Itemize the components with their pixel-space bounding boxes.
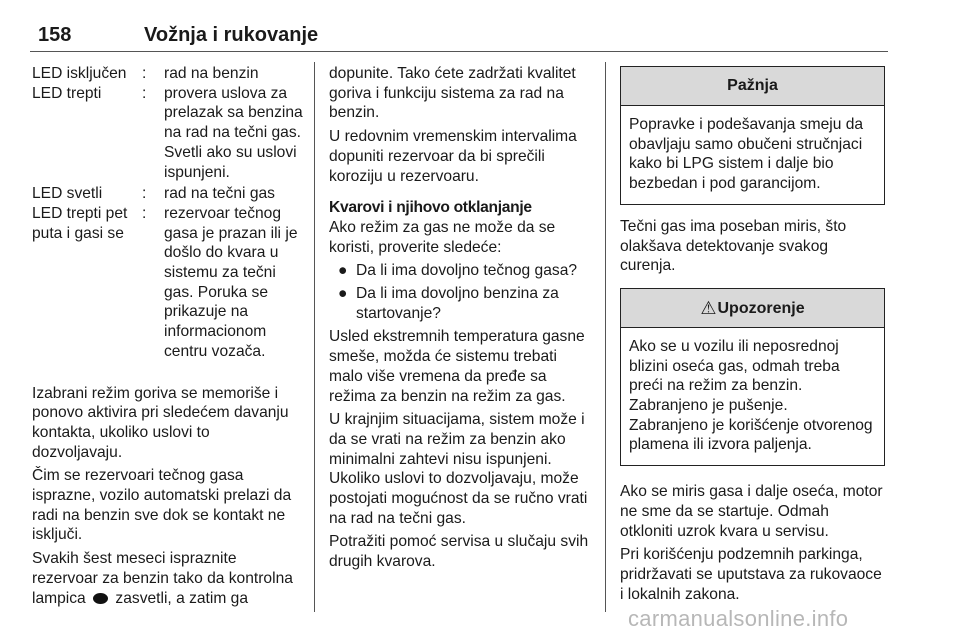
petrol-tank-paragraph — [32, 549, 304, 608]
page-header — [30, 0, 888, 53]
list-item — [329, 284, 593, 323]
led-status-table — [32, 64, 304, 362]
table-row — [32, 204, 304, 362]
bullet-icon: ● — [338, 262, 348, 280]
header-rule — [30, 51, 888, 52]
warning-line: Zabranjeno je pušenje. — [629, 397, 788, 415]
bullet-icon: ● — [338, 285, 348, 303]
led-meaning: rad na tečni gas — [164, 185, 275, 203]
notice-title: Pažnja — [621, 67, 884, 106]
paragraph-text: zasvetli, a zatim ga — [115, 589, 249, 607]
section-heading: Kvarovi i njihovo otklanjanje — [329, 199, 532, 217]
led-state: LED trepti — [32, 84, 102, 102]
fuel-mode-memory-paragraph: Izabrani režim goriva se memoriše i ponovo aktivira pri sledećem davanju kontakta, ukoliko uslovi to dozvoljavaju. — [32, 384, 289, 461]
column-3 — [620, 66, 885, 608]
separator: : — [142, 84, 147, 102]
led-meaning: rezervoar tečnog gasa je prazan ili je došlo do kvara u sistemu za tečni gas. Poruka se prikazuje na informacionom centru vozača. — [164, 204, 298, 360]
warning-title: Upozorenje — [717, 299, 805, 317]
chapter-title: Vožnja i rukovanje — [144, 24, 319, 46]
list-item-text: Da li ima dovoljno tečnog gasa? — [356, 262, 578, 280]
warning-triangle-icon: ⚠ — [700, 297, 717, 318]
gas-smell-paragraph: Tečni gas ima poseban miris, što olakšava detektovanje svakog curenja. — [620, 217, 847, 275]
fallback-paragraph: U krajnjim situacijama, sistem može i da se vrati na režim za benzin ako minimalni zahtevi nisu ispunjeni. Ukoliko uslovi to dozvoljavaju, može postojati mogućnost da se ručno vrati na rad na tečni gas. — [329, 411, 588, 527]
paragraph-text: Svakih šest meseci ispraznite rezervoar za benzin tako da kontrolna lampica — [32, 550, 293, 607]
warning-line: Zabranjeno je korišćenje otvorenog plamena ili izvora paljenja. — [629, 416, 873, 454]
led-meaning: rad na benzin — [164, 65, 259, 82]
led-state: LED trepti pet puta i gasi se — [32, 204, 128, 242]
refill-paragraph: U redovnim vremenskim intervalima dopuniti rezervoar da bi sprečili koroziju u rezervoaru. — [329, 128, 577, 185]
led-state: LED svetli — [32, 185, 103, 203]
separator: : — [142, 185, 147, 203]
check-list — [329, 261, 593, 323]
column-2 — [329, 64, 593, 576]
temperature-paragraph: Usled ekstremnih temperatura gasne smeše, možda će sistemu trebati malo više vremena da pređe sa režima za benzin na režim za gas. — [329, 328, 585, 405]
warning-box — [620, 288, 885, 466]
list-item — [329, 261, 593, 281]
parking-paragraph: Pri korišćenju podzemnih parkinga, pridržavati se uputstava za rukovaoce i lokalnih zakona. — [620, 546, 882, 603]
fuel-lamp-icon — [93, 593, 108, 604]
intro-paragraph: Ako režim za gas ne može da se koristi, proverite sledeće: — [329, 218, 556, 256]
notice-box — [620, 66, 885, 205]
warning-line: Ako se u vozilu ili neposrednoj blizini oseća gas, odmah treba preći na režim za benzin. — [629, 337, 840, 395]
notice-text: Popravke i podešavanja smeju da obavljaju samo obučeni stručnjaci kako bi LPG sistem i dalje bio bezbedan i pod garancijom. — [629, 116, 864, 193]
led-state: LED isključen — [32, 65, 127, 82]
table-row — [32, 64, 304, 84]
list-item-text: Da li ima dovoljno benzina za startovanje? — [356, 285, 559, 322]
auto-switch-paragraph: Čim se rezervoari tečnog gasa isprazne, vozilo automatski prelazi da radi na benzin sve dok se kontakt ne isključi. — [32, 467, 292, 544]
column-divider-1 — [314, 62, 315, 612]
continued-paragraph: dopunite. Tako ćete zadržati kvalitet goriva i funkciju sistema za rad na benzin. — [329, 65, 576, 122]
column-divider-2 — [605, 62, 606, 612]
table-row — [32, 182, 304, 204]
persistent-smell-paragraph: Ako se miris gasa i dalje oseća, motor ne sme da se startuje. Odmah otkloniti uzrok kvara u servisu. — [620, 483, 883, 540]
separator: : — [142, 204, 147, 222]
separator: : — [142, 65, 147, 82]
page-number: 158 — [38, 24, 72, 46]
watermark: carmanualsonline.info — [628, 606, 849, 631]
warning-title-bar — [621, 289, 884, 328]
table-row — [32, 84, 304, 183]
column-1 — [32, 64, 304, 612]
service-paragraph: Potražiti pomoć servisa u slučaju svih drugih kvarova. — [329, 533, 589, 571]
led-meaning: provera uslova za prelazak sa benzina na rad na tečni gas. Svetli ako su uslovi ispunjeni. — [164, 84, 303, 181]
warning-body — [621, 328, 884, 465]
